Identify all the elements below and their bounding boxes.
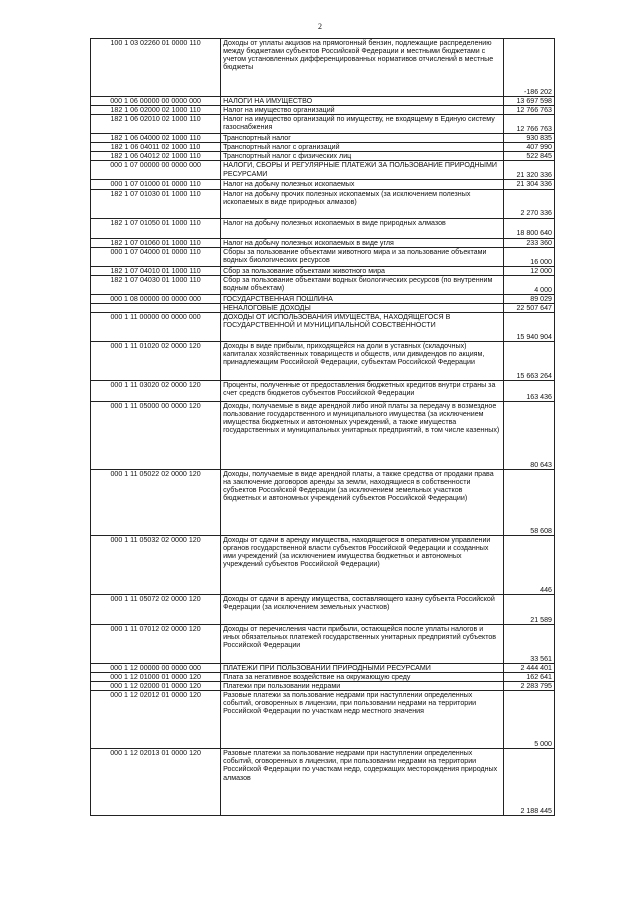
table-row — [91, 134, 555, 143]
row-amount: 2 270 336 — [503, 189, 554, 218]
row-code: 182 1 07 04010 01 1000 110 — [91, 266, 221, 275]
row-code: 182 1 07 01050 01 1000 110 — [91, 218, 221, 238]
row-amount: 16 000 — [503, 247, 554, 266]
row-name: Плата за негативное воздействие на окружающую среду — [221, 673, 503, 682]
table-row — [91, 238, 555, 247]
row-name: Доходы, получаемые в виде арендной либо иной платы за передачу в возмездное пользование государственного и муниципального имущества (за исключением имущества бюджетных и автономных учреждений, а также имущества государственных и муниципальных унитарных предприятий, в том числе казенных) — [221, 401, 503, 469]
revenue-table — [90, 38, 555, 816]
table-row — [91, 143, 555, 152]
row-name: Налог на имущество организаций — [221, 106, 503, 115]
row-code: 182 1 07 04030 01 1000 110 — [91, 275, 221, 294]
table-row — [91, 106, 555, 115]
row-code: 100 1 03 02260 01 0000 110 — [91, 39, 221, 97]
row-name: Налог на добычу полезных ископаемых в виде угля — [221, 238, 503, 247]
row-name: Проценты, полученные от предоставления бюджетных кредитов внутри страны за счет средств бюджетов субъектов Российской Федерации — [221, 380, 503, 401]
table-row — [91, 624, 555, 663]
row-code: 182 1 07 01060 01 1000 110 — [91, 238, 221, 247]
row-name: Сбор за пользование объектами животного мира — [221, 266, 503, 275]
row-name: Доходы от перечисления части прибыли, остающейся после уплаты налогов и иных обязательных платежей государственных унитарных предприятий субъектов Российской Федерации — [221, 624, 503, 663]
row-amount: 80 643 — [503, 401, 554, 469]
table-row — [91, 682, 555, 691]
table-row — [91, 401, 555, 469]
row-code: 000 1 11 01020 02 0000 120 — [91, 341, 221, 380]
row-name: НАЛОГИ, СБОРЫ И РЕГУЛЯРНЫЕ ПЛАТЕЖИ ЗА ПОЛЬЗОВАНИЕ ПРИРОДНЫМИ РЕСУРСАМИ — [221, 161, 503, 180]
row-name: Транспортный налог — [221, 134, 503, 143]
row-amount: 233 360 — [503, 238, 554, 247]
row-name: Транспортный налог с организаций — [221, 143, 503, 152]
row-amount: -186 202 — [503, 39, 554, 97]
table-row — [91, 303, 555, 312]
row-amount: 2 444 401 — [503, 663, 554, 672]
row-amount: 21 304 336 — [503, 180, 554, 189]
table-row — [91, 312, 555, 341]
row-code — [91, 303, 221, 312]
row-code: 000 1 11 05000 00 0000 120 — [91, 401, 221, 469]
table-row — [91, 218, 555, 238]
row-amount: 930 835 — [503, 134, 554, 143]
table-row — [91, 673, 555, 682]
table-row — [91, 39, 555, 97]
row-code: 182 1 06 04000 02 1000 110 — [91, 134, 221, 143]
row-amount: 12 000 — [503, 266, 554, 275]
table-row — [91, 247, 555, 266]
row-amount: 162 641 — [503, 673, 554, 682]
row-amount: 407 990 — [503, 143, 554, 152]
row-code: 000 1 08 00000 00 0000 000 — [91, 294, 221, 303]
row-amount: 21 320 336 — [503, 161, 554, 180]
row-amount: 446 — [503, 535, 554, 594]
row-name: Налог на имущество организаций по имуществу, не входящему в Единую систему газоснабжения — [221, 115, 503, 134]
table-row — [91, 691, 555, 749]
row-amount: 2 283 795 — [503, 682, 554, 691]
row-code: 000 1 07 00000 00 0000 000 — [91, 161, 221, 180]
page-number: 2 — [318, 22, 322, 31]
row-code: 000 1 11 05022 02 0000 120 — [91, 469, 221, 535]
row-name: ДОХОДЫ ОТ ИСПОЛЬЗОВАНИЯ ИМУЩЕСТВА, НАХОДЯЩЕГОСЯ В ГОСУДАРСТВЕННОЙ И МУНИЦИПАЛЬНОЙ СОБСТВЕННОСТИ — [221, 312, 503, 341]
row-code: 000 1 07 04000 01 0000 110 — [91, 247, 221, 266]
table-row — [91, 594, 555, 624]
row-name: Сбор за пользование объектами водных биологических ресурсов (по внутренним водным объектам) — [221, 275, 503, 294]
table-row — [91, 469, 555, 535]
row-amount: 21 589 — [503, 594, 554, 624]
row-code: 182 1 06 02000 02 1000 110 — [91, 106, 221, 115]
row-name: Транспортный налог с физических лиц — [221, 152, 503, 161]
row-amount: 89 029 — [503, 294, 554, 303]
row-amount: 22 507 647 — [503, 303, 554, 312]
table-row — [91, 663, 555, 672]
row-name: НАЛОГИ НА ИМУЩЕСТВО — [221, 97, 503, 106]
row-amount: 15 940 904 — [503, 312, 554, 341]
row-code: 182 1 06 04011 02 1000 110 — [91, 143, 221, 152]
table-row — [91, 161, 555, 180]
row-code: 000 1 11 05032 02 0000 120 — [91, 535, 221, 594]
row-code: 000 1 12 02000 01 0000 120 — [91, 682, 221, 691]
row-amount: 13 697 598 — [503, 97, 554, 106]
row-code: 000 1 12 02012 01 0000 120 — [91, 691, 221, 749]
table-row — [91, 380, 555, 401]
row-code: 000 1 06 00000 00 0000 000 — [91, 97, 221, 106]
table-row — [91, 266, 555, 275]
table-row — [91, 152, 555, 161]
table-row — [91, 180, 555, 189]
row-name: НЕНАЛОГОВЫЕ ДОХОДЫ — [221, 303, 503, 312]
table-row — [91, 275, 555, 294]
row-name: Разовые платежи за пользование недрами при наступлении определенных событий, оговоренных в лицензии, при пользовании недрами на территории Российской Федерации по участкам недр, содержащих месторождения природных алмазов — [221, 749, 503, 816]
row-name: Платежи при пользовании недрами — [221, 682, 503, 691]
row-code: 000 1 07 01000 01 0000 110 — [91, 180, 221, 189]
row-amount: 12 766 763 — [503, 115, 554, 134]
row-code: 000 1 11 07012 02 0000 120 — [91, 624, 221, 663]
row-name: ГОСУДАРСТВЕННАЯ ПОШЛИНА — [221, 294, 503, 303]
table-row — [91, 294, 555, 303]
row-amount: 18 800 640 — [503, 218, 554, 238]
row-name: Сборы за пользование объектами животного мира и за пользование объектами водных биологических ресурсов — [221, 247, 503, 266]
row-code: 000 1 12 00000 00 0000 000 — [91, 663, 221, 672]
table-row — [91, 189, 555, 218]
row-name: Доходы, получаемые в виде арендной платы, а также средства от продажи права на заключение договоров аренды за земли, находящиеся в собственности субъектов Российской Федерации (за исключением земельных участков бюджетных и автономных учреждений субъектов Российской Федерации) — [221, 469, 503, 535]
row-amount: 58 608 — [503, 469, 554, 535]
row-name: ПЛАТЕЖИ ПРИ ПОЛЬЗОВАНИИ ПРИРОДНЫМИ РЕСУРСАМИ — [221, 663, 503, 672]
row-code: 000 1 11 05072 02 0000 120 — [91, 594, 221, 624]
row-code: 000 1 11 03020 02 0000 120 — [91, 380, 221, 401]
row-amount: 522 845 — [503, 152, 554, 161]
row-name: Разовые платежи за пользование недрами при наступлении определенных событий, оговоренных в лицензии, при пользовании недрами на территории Российской Федерации по участкам недр местного значения — [221, 691, 503, 749]
row-amount: 15 663 264 — [503, 341, 554, 380]
row-amount: 2 188 445 — [503, 749, 554, 816]
row-name: Доходы от сдачи в аренду имущества, находящегося в оперативном управлении органов государственной власти субъектов Российской Федерации и созданных ими учреждений (за исключением имущества бюджетных и автономных учреждений субъектов Российской Федерации) — [221, 535, 503, 594]
row-amount: 12 766 763 — [503, 106, 554, 115]
table-row — [91, 341, 555, 380]
row-name: Доходы от уплаты акцизов на прямогонный бензин, подлежащие распределению между бюджетами субъектов Российской Федерации и местными бюджетами с учетом установленных дифференцированных нормативов отчислений в местные бюджеты — [221, 39, 503, 97]
row-code: 182 1 06 04012 02 1000 110 — [91, 152, 221, 161]
row-name: Налог на добычу прочих полезных ископаемых (за исключением полезных ископаемых в виде природных алмазов) — [221, 189, 503, 218]
row-name: Доходы от сдачи в аренду имущества, составляющего казну субъекта Российской Федерации (за исключением земельных участков) — [221, 594, 503, 624]
row-code: 000 1 12 02013 01 0000 120 — [91, 749, 221, 816]
table-row — [91, 749, 555, 816]
row-amount: 4 000 — [503, 275, 554, 294]
row-name: Доходы в виде прибыли, приходящейся на доли в уставных (складочных) капиталах хозяйственных товариществ и обществ, или дивидендов по акциям, принадлежащим Российской Федерации, субъектам Российской Федерации — [221, 341, 503, 380]
row-amount: 5 000 — [503, 691, 554, 749]
row-code: 000 1 11 00000 00 0000 000 — [91, 312, 221, 341]
row-name: Налог на добычу полезных ископаемых в виде природных алмазов — [221, 218, 503, 238]
row-code: 182 1 06 02010 02 1000 110 — [91, 115, 221, 134]
row-code: 182 1 07 01030 01 1000 110 — [91, 189, 221, 218]
table-row — [91, 97, 555, 106]
table-row — [91, 535, 555, 594]
row-code: 000 1 12 01000 01 0000 120 — [91, 673, 221, 682]
row-name: Налог на добычу полезных ископаемых — [221, 180, 503, 189]
row-amount: 163 436 — [503, 380, 554, 401]
row-amount: 33 561 — [503, 624, 554, 663]
table-row — [91, 115, 555, 134]
